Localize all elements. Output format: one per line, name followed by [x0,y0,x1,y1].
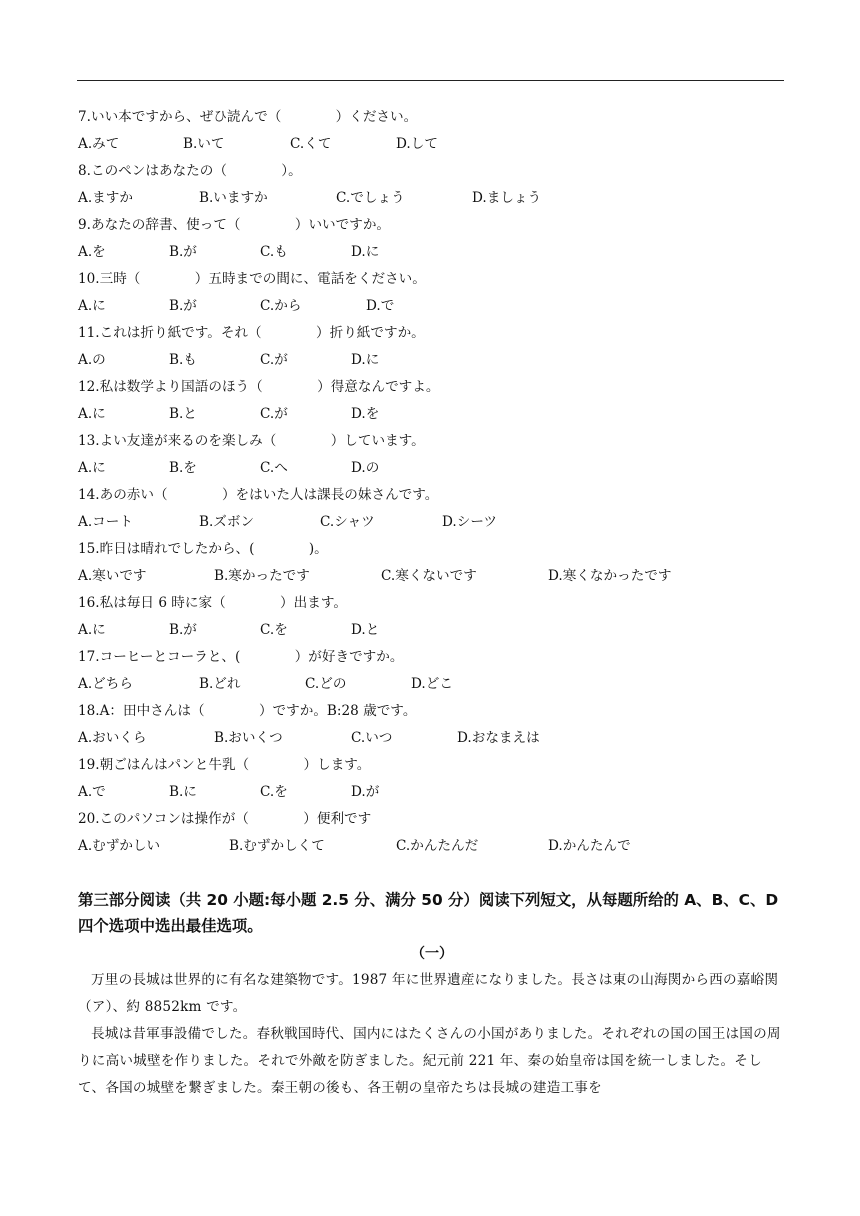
question-item [78,755,784,809]
option-a: A.ますか [78,190,133,206]
answer-options [78,566,784,593]
question-item [78,215,784,269]
option-a: A.を [78,244,106,260]
option-a: A.おいくら [78,730,147,746]
option-a: A.で [78,784,106,800]
option-d: D.ましょう [472,190,542,206]
option-a: A.みて [78,136,120,152]
option-b: B.むずかしくて [229,838,325,854]
answer-options [78,674,784,701]
option-d: D.寒くなかったです [548,568,672,584]
answer-options [78,782,784,809]
option-d: D.に [351,244,380,260]
option-c: C.どの [305,676,347,692]
header-rule [77,80,784,81]
option-c: C.が [260,352,288,368]
option-b: B.どれ [199,676,241,692]
question-text: 15.昨日は晴れでしたから、( )。 [78,541,328,557]
option-b: B.寒かったです [214,568,310,584]
option-b: B.いますか [199,190,268,206]
option-a: A.に [78,460,106,476]
answer-options [78,296,784,323]
answer-options [78,134,784,161]
question-text: 19.朝ごはんはパンと牛乳（ ）します。 [78,757,371,773]
option-c: C.を [260,784,288,800]
option-d: D.に [351,352,380,368]
question-list [78,107,784,863]
option-b: B.いて [183,136,225,152]
option-a: A.の [78,352,106,368]
question-item [78,593,784,647]
option-d: D.シーツ [442,514,497,530]
option-a: A.どちら [78,676,133,692]
option-a: A.に [78,406,106,422]
option-b: B.おいくつ [214,730,283,746]
answer-options [78,242,784,269]
question-item [78,647,784,701]
question-text: 9.あなたの辞書、使って（ ）いいですか。 [78,217,391,233]
option-c: C.から [260,298,302,314]
passage-paragraph: 長城は昔軍事設備でした。春秋戦国時代、国内にはたくさんの小国がありました。それぞれの国の国王は国の周りに高い城壁を作りました。それで外敵を防ぎました。紀元前 221 年、秦の始皇帝は国を統一しました。そして、各国の城壁を繋ぎました。秦王朝の後も、各王朝の皇帝たちは長城の建造工事を [78,1026,781,1096]
option-c: C.が [260,406,288,422]
question-item [78,431,784,485]
option-c: C.でしょう [336,190,405,206]
question-text: 20.このパソコンは操作が（ ）便利です [78,811,372,827]
question-item [78,485,784,539]
option-d: D.を [351,406,380,422]
section-label: （一） [411,946,453,962]
option-c: C.も [260,244,288,260]
question-text: 10.三時（ ）五時までの間に、電話をください。 [78,271,426,287]
option-d: D.どこ [411,676,453,692]
option-b: B.が [169,244,197,260]
question-item [78,701,784,755]
option-a: A.に [78,622,106,638]
option-b: B.に [169,784,197,800]
answer-options [78,836,784,863]
question-text: 18.A：田中さんは（ ）ですか。B:28 歳です。 [78,703,417,719]
question-text: 8.このペンはあなたの（ ）。 [78,163,302,179]
option-c: C.かんたんだ [396,838,479,854]
question-text: 7.いい本ですから、ぜひ読んで（ ）ください。 [78,109,418,125]
option-d: D.かんたんで [548,838,631,854]
question-text: 13.よい友達が来るのを楽しみ（ ）しています。 [78,433,425,449]
option-d: D.おなまえは [457,730,540,746]
option-c: C.寒くないです [381,568,477,584]
question-text: 14.あの赤い（ ）をはいた人は課長の妹さんです。 [78,487,439,503]
option-d: D.と [351,622,380,638]
option-d: D.が [351,784,380,800]
question-text: 16.私は毎日 6 時に家（ ）出ます。 [78,595,347,611]
option-b: B.ズボン [199,514,255,530]
option-b: B.が [169,622,197,638]
option-c: C.いつ [351,730,393,746]
option-c: C.を [260,622,288,638]
question-item [78,107,784,161]
answer-options [78,350,784,377]
option-a: A.に [78,298,106,314]
option-d: D.して [396,136,438,152]
question-item [78,809,784,863]
option-c: C.へ [260,460,288,476]
question-item [78,269,784,323]
reading-section [78,887,786,1102]
question-text: 12.私は数学より国語のほう（ ）得意なんですよ。 [78,379,440,395]
question-item [78,539,784,593]
option-c: C.シャツ [320,514,375,530]
option-c: C.くて [290,136,332,152]
question-item [78,161,784,215]
question-text: 17.コーヒーとコーラと、( ）が好きですか。 [78,649,404,665]
question-item [78,377,784,431]
answer-options [78,620,784,647]
option-b: B.を [169,460,197,476]
option-a: A.むずかしい [78,838,161,854]
passage-paragraph: 万里の長城は世界的に有名な建築物です。1987 年に世界遺産になりました。長さは東の山海関から西の嘉峪関（ア）、約 8852km です。 [78,972,779,1015]
option-a: A.寒いです [78,568,147,584]
option-b: B.も [169,352,197,368]
answer-options [78,404,784,431]
answer-options [78,512,784,539]
option-d: D.の [351,460,380,476]
option-b: B.と [169,406,197,422]
option-d: D.で [366,298,395,314]
answer-options [78,188,784,215]
part3-title: 第三部分阅读（共 20 小题:每小题 2.5 分、满分 50 分）阅读下列短文，从每题所给的 A、B、C、D 四个选项中选出最佳选项。 [78,891,779,935]
answer-options [78,728,784,755]
option-a: A.コート [78,514,133,530]
question-item [78,323,784,377]
option-b: B.が [169,298,197,314]
question-text: 11.これは折り紙です。それ（ ）折り紙ですか。 [78,325,425,341]
answer-options [78,458,784,485]
